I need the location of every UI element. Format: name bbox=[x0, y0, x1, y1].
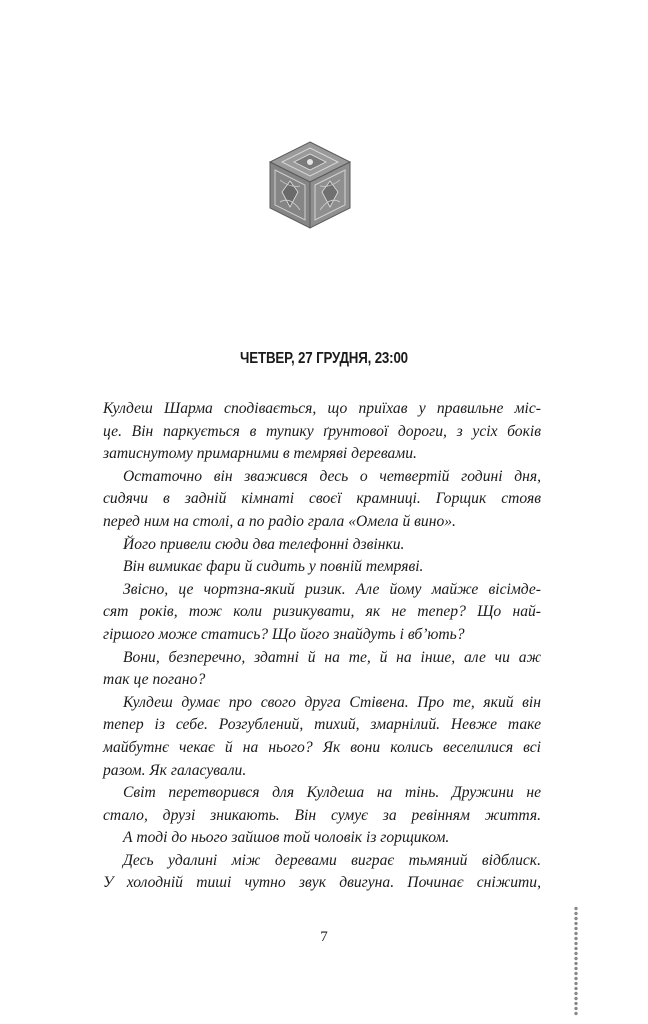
text-line: гіршого може статись? Що його знайдуть і вб’ють? bbox=[103, 625, 465, 643]
chapter-heading: ЧЕТВЕР, 27 ГРУДНЯ, 23:00 bbox=[240, 350, 408, 367]
text-line: Десь удалині між деревами виграє тьмяний відблиск. bbox=[123, 851, 541, 869]
ornate-cube-icon bbox=[268, 140, 352, 230]
text-line: У холодній тиші чутно звук двигуна. Починає сніжити, bbox=[103, 874, 541, 892]
text-line: Звісно, це чортзна-який ризик. Але йому майже вісімде- bbox=[123, 580, 541, 598]
page-number: 7 bbox=[320, 929, 328, 945]
text-line: сидячи в задній кімнаті своєї крамниці. Горщик стояв bbox=[103, 490, 541, 508]
text-line: перед ним на столі, а по радіо грала «Омела й вино». bbox=[103, 512, 456, 530]
text-line: разом. Як галасували. bbox=[103, 761, 247, 779]
dotted-edge-marker bbox=[573, 906, 579, 1016]
text-line: А тоді до нього зайшов той чоловік із горщиком. bbox=[123, 829, 450, 847]
text-line: Світ перетворився для Кулдеша на тінь. Дружини не bbox=[123, 784, 541, 802]
text-line: Кулдеш думає про свого друга Стівена. Про те, який він bbox=[123, 693, 541, 711]
text-line: затиснутому примарними в темряві деревами. bbox=[103, 445, 417, 463]
body-text bbox=[103, 398, 541, 895]
text-line: тепер із себе. Розгублений, тихий, змарнілий. Невже таке bbox=[103, 716, 541, 734]
text-line: Кулдеш Шарма сподівається, що приїхав у правильне міс- bbox=[103, 400, 541, 417]
text-line: Остаточно він зважився десь о четвертій годині дня, bbox=[123, 467, 541, 485]
text-line: майбутнє чекає й на нього? Як вони колись веселилися всі bbox=[103, 738, 541, 756]
text-line: Його привели сюди два телефонні дзвінки. bbox=[123, 535, 405, 553]
text-line: це. Він паркується в тупику ґрунтової дороги, з усіх боків bbox=[103, 422, 541, 440]
text-line: так це погано? bbox=[103, 671, 206, 689]
text-line: сят років, тож коли ризикувати, як не тепер? Що най- bbox=[103, 603, 541, 621]
text-line: Він вимикає фари й сидить у повній темряві. bbox=[123, 558, 424, 576]
text-line: Вони, безперечно, здатні й на те, й на інше, але чи аж bbox=[123, 648, 541, 666]
text-line: стало, друзі зникають. Він сумує за ревінням життя. bbox=[103, 806, 541, 824]
